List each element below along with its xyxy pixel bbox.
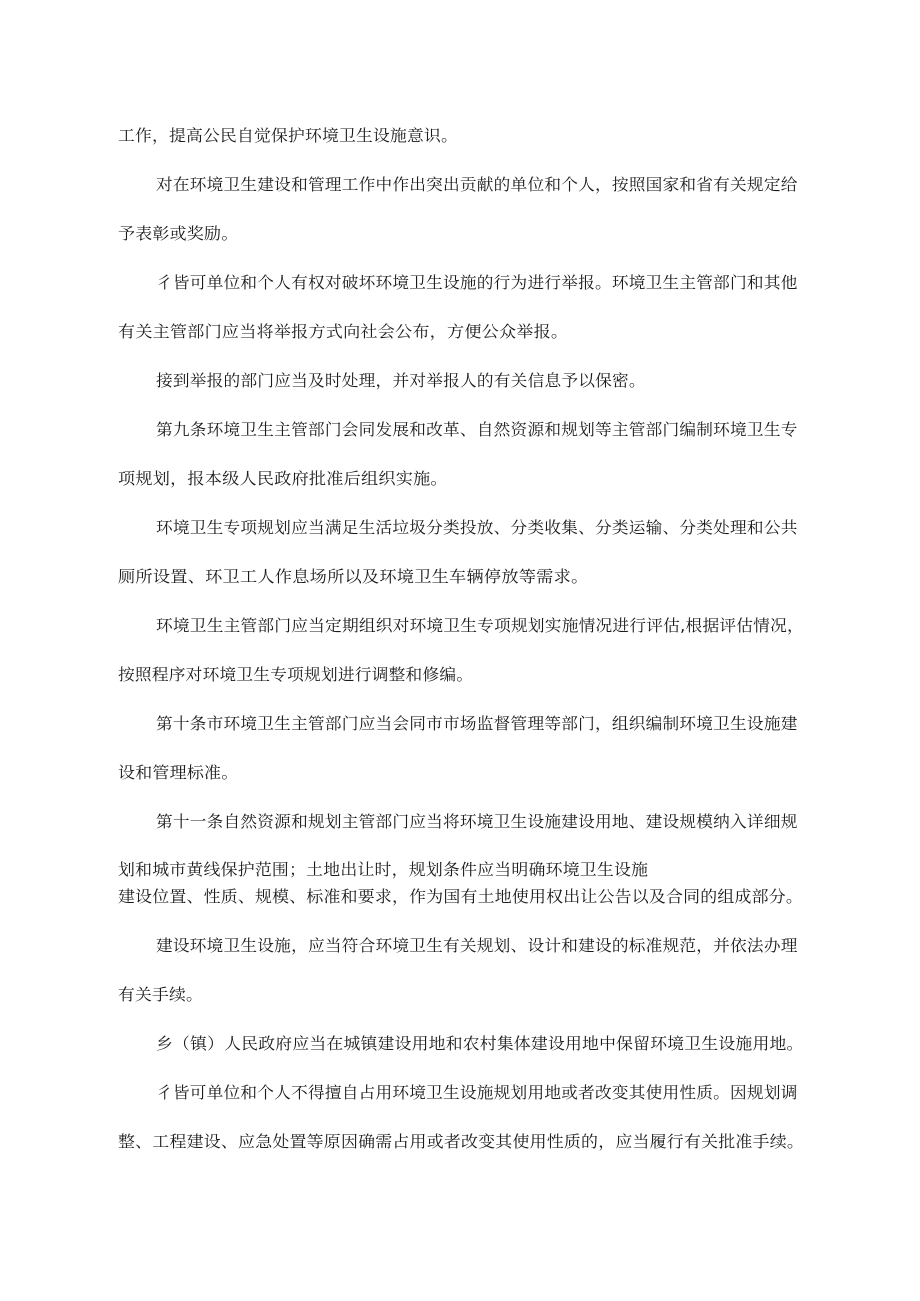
text-line-22: 整、工程建设、应急处置等原因确需占用或者改变其使用性质的，应当履行有关批准手续。 (118, 1132, 805, 1151)
text-line-16: 划和城市黄线保护范围；土地出让时，规划条件应当明确环境卫生设施 (118, 860, 649, 879)
text-line-21: 彳皆可单位和个人不得擅自占用环境卫生设施规划用地或者改变其使用性质。因规划调 (156, 1083, 798, 1102)
text-line-12: 按照程序对环境卫生专项规划进行调整和修编。 (118, 665, 474, 684)
text-line-11: 环境卫生主管部门应当定期组织对环境卫生专项规划实施情况进行评估,根据评估情况， (156, 616, 804, 635)
text-line-7: 第九条环境卫生主管部门会同发展和改革、自然资源和规划等主管部门编制环境卫生专 (156, 420, 798, 439)
text-line-1: 工作，提高公民自觉保护环境卫生设施意识。 (118, 126, 459, 145)
text-line-3: 予表彰或奖励。 (118, 224, 239, 243)
text-line-10: 厕所设置、环卫工人作息场所以及环境卫生车辆停放等需求。 (118, 567, 589, 586)
text-line-4: 彳皆可单位和个人有权对破坏环境卫生设施的行为进行举报。环境卫生主管部门和其他 (156, 273, 798, 292)
text-line-2: 对在环境卫生建设和管理工作中作出突出贡献的单位和个人，按照国家和省有关规定给 (156, 175, 798, 194)
text-line-20: 乡（镇）人民政府应当在城镇建设用地和农村集体建设用地中保留环境卫生设施用地。 (156, 1034, 804, 1053)
text-line-6: 接到举报的部门应当及时处理，并对举报人的有关信息予以保密。 (156, 371, 646, 390)
text-line-15: 第十一条自然资源和规划主管部门应当将环境卫生设施建设用地、建设规模纳入详细规 (156, 812, 798, 831)
text-line-9: 环境卫生专项规划应当满足生活垃圾分类投放、分类收集、分类运输、分类处理和公共 (156, 518, 798, 537)
text-line-8: 项规划，报本级人民政府批准后组织实施。 (118, 469, 448, 488)
text-line-17: 建设位置、性质、规模、标准和要求，作为国有土地使用权出让公告以及合同的组成部分。 (118, 887, 804, 906)
text-line-5: 有关主管部门应当将举报方式向社会公布，方便公众举报。 (118, 322, 569, 341)
text-line-18: 建设环境卫生设施，应当符合环境卫生有关规划、设计和建设的标准规范，并依法办理 (156, 936, 798, 955)
text-line-13: 第十条市环境卫生主管部门应当会同市市场监督管理等部门，组织编制环境卫生设施建 (156, 714, 798, 733)
text-line-14: 设和管理标准。 (118, 763, 239, 782)
text-line-19: 有关手续。 (118, 985, 204, 1004)
